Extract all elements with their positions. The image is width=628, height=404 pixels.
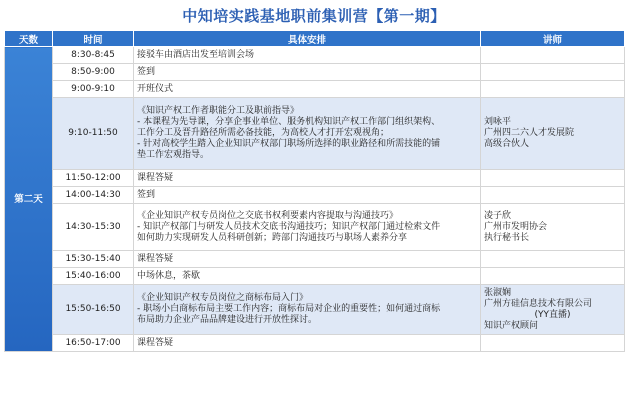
detail-line: 接驳车由酒店出发至培训会场 bbox=[137, 49, 255, 60]
header-day: 天数 bbox=[5, 31, 53, 47]
page-title: 中知培实践基地职前集训营【第一期】 bbox=[182, 7, 446, 25]
detail-cell bbox=[134, 204, 481, 251]
day-cell: 第二天 bbox=[5, 47, 53, 352]
detail-line: 垫工作宏观指导。 bbox=[137, 150, 210, 160]
table-row bbox=[5, 285, 625, 335]
detail-line: 签到 bbox=[137, 66, 156, 77]
lecturer-line: 刘咏平 bbox=[484, 117, 512, 127]
detail-cell bbox=[134, 81, 481, 98]
table-row bbox=[5, 268, 625, 285]
detail-cell bbox=[134, 98, 481, 170]
table-row bbox=[5, 251, 625, 268]
lecturer-cell bbox=[481, 335, 625, 352]
header-detail: 具体安排 bbox=[134, 31, 481, 47]
detail-line: 《企业知识产权专员岗位之交底书权利要素内容提取与沟通技巧》 bbox=[137, 210, 399, 221]
lecturer-line: (YY直播) bbox=[534, 309, 571, 320]
lecturer-line: 执行秘书长 bbox=[484, 232, 530, 243]
detail-line: 课程答疑 bbox=[137, 337, 174, 348]
lecturer-cell bbox=[481, 285, 625, 335]
lecturer-cell bbox=[481, 81, 625, 98]
table-row bbox=[5, 98, 625, 170]
table-row bbox=[5, 335, 625, 352]
detail-line: 如何助力实现研发人员科研创新；跨部门沟通技巧与职场人素养分享 bbox=[137, 232, 408, 243]
lecturer-cell bbox=[481, 64, 625, 81]
detail-cell bbox=[134, 335, 481, 352]
detail-cell bbox=[134, 187, 481, 204]
table-row bbox=[5, 47, 625, 64]
schedule-table bbox=[4, 30, 625, 352]
detail-line: - 知识产权部门与研发人员技术交底书沟通技巧；知识产权部门通过检索文件 bbox=[137, 221, 441, 232]
lecturer-line: 广州方硅信息技术有限公司 bbox=[484, 298, 593, 309]
lecturer-cell bbox=[481, 251, 625, 268]
table-header-row bbox=[5, 31, 625, 47]
time-cell: 14:30-15:30 bbox=[53, 204, 134, 251]
detail-line: 开班仪式 bbox=[137, 83, 174, 94]
lecturer-line: 张淑娴 bbox=[484, 287, 512, 298]
table-row bbox=[5, 187, 625, 204]
time-cell: 15:40-16:00 bbox=[53, 268, 134, 285]
detail-line: 《知识产权工作者职能分工及职前指导》 bbox=[137, 106, 300, 116]
detail-line: 课程答疑 bbox=[137, 253, 174, 264]
header-lecturer: 讲师 bbox=[481, 31, 625, 47]
lecturer-cell bbox=[481, 204, 625, 251]
detail-cell bbox=[134, 170, 481, 187]
detail-line: - 职场小白商标布局主要工作内容；商标布局对企业的重要性；如何通过商标 bbox=[137, 304, 441, 314]
table-row bbox=[5, 170, 625, 187]
lecturer-line: 凌子欣 bbox=[484, 210, 512, 221]
detail-line: 中场休息，茶歇 bbox=[137, 270, 201, 281]
detail-line: 布局助力企业产品品牌建设进行开放性探讨。 bbox=[137, 315, 318, 325]
table-row bbox=[5, 64, 625, 81]
lecturer-cell bbox=[481, 98, 625, 170]
detail-cell bbox=[134, 47, 481, 64]
lecturer-line: 高级合伙人 bbox=[484, 139, 530, 149]
lecturer-cell bbox=[481, 47, 625, 64]
time-cell: 8:50-9:00 bbox=[53, 64, 134, 81]
detail-line: 工作分工及晋升路径所需必备技能，为高校人才打开宏观视角； bbox=[137, 128, 390, 138]
detail-cell bbox=[134, 285, 481, 335]
detail-cell bbox=[134, 251, 481, 268]
detail-line: - 针对高校学生踏入企业知识产权部门职场所选择的职业路径和所需技能的铺 bbox=[137, 139, 441, 149]
time-cell: 8:30-8:45 bbox=[53, 47, 134, 64]
lecturer-line: 广州市发明协会 bbox=[484, 221, 548, 232]
lecturer-cell bbox=[481, 170, 625, 187]
time-cell: 15:50-16:50 bbox=[53, 285, 134, 335]
time-cell: 11:50-12:00 bbox=[53, 170, 134, 187]
time-cell: 14:00-14:30 bbox=[53, 187, 134, 204]
lecturer-line: 知识产权顾问 bbox=[484, 320, 539, 331]
detail-line: 课程答疑 bbox=[137, 172, 174, 183]
lecturer-line: 广州四二六人才发展院 bbox=[484, 128, 575, 138]
time-cell: 9:00-9:10 bbox=[53, 81, 134, 98]
detail-cell bbox=[134, 64, 481, 81]
header-time: 时间 bbox=[53, 31, 134, 47]
lecturer-cell bbox=[481, 268, 625, 285]
detail-cell bbox=[134, 268, 481, 285]
time-cell: 16:50-17:00 bbox=[53, 335, 134, 352]
detail-line: - 本课程为先导课，分享企事业单位、服务机构知识产权工作部门组织架构、 bbox=[137, 117, 441, 127]
time-cell: 9:10-11:50 bbox=[53, 98, 134, 170]
detail-line: 《企业知识产权专员岗位之商标布局入门》 bbox=[137, 293, 309, 303]
schedule-body bbox=[5, 47, 625, 352]
table-row bbox=[5, 204, 625, 251]
table-row bbox=[5, 81, 625, 98]
detail-line: 签到 bbox=[137, 189, 156, 200]
lecturer-cell bbox=[481, 187, 625, 204]
time-cell: 15:30-15:40 bbox=[53, 251, 134, 268]
